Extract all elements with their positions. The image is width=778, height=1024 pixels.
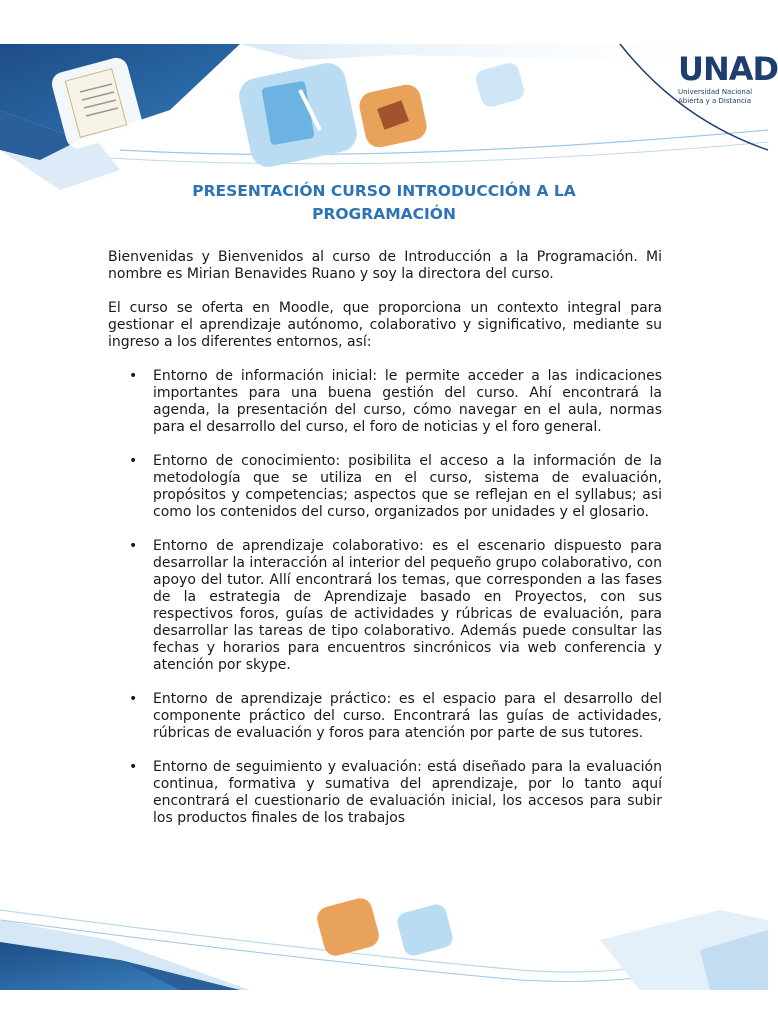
logo-wordmark: UNAD xyxy=(678,50,778,88)
list-item-seguimiento-evaluacion xyxy=(108,759,662,827)
logo-subtitle-line2: Abierta y a Distancia xyxy=(678,97,752,105)
intro-paragraph-2: El curso se oferta en Moodle, que proporciona un contexto integral para gestionar el aprendizaje autónomo, colaborativo y significativo, mediante su ingreso a los diferentes entornos, así: xyxy=(108,300,662,350)
footer-banner xyxy=(0,880,768,1024)
bullet-icon: • xyxy=(129,368,138,384)
document-title xyxy=(108,180,660,226)
header-curve xyxy=(110,142,768,164)
title-line1: PRESENTACIÓN CURSO INTRODUCCIÓN A LA xyxy=(192,182,576,200)
footer-margin xyxy=(0,990,768,1024)
header-curve xyxy=(120,130,768,155)
decorative-tile xyxy=(474,61,526,109)
bullet-icon: • xyxy=(129,453,138,469)
bullet-icon: • xyxy=(129,538,138,554)
list-item-aprendizaje-colaborativo xyxy=(108,538,662,674)
book-icon xyxy=(357,82,429,150)
list-item-text: Entorno de aprendizaje colaborativo: es el escenario dispuesto para desarrollar la interacción al interior del pequeño grupo colaborativo, con apoyo del tutor. Allí encontrará los temas, que corresponden a las fases de la estrategia de Aprendizaje basado en Proyectos, con sus respectivos foros, guías de actividades y rúbricas de evaluación, para desarrollar las tareas de tipo colaborativo. Además puede consultar las fechas y horarios para encuentros sincrónicos via web conferencia y atención por skype. xyxy=(153,538,662,673)
decorative-tile-blue xyxy=(395,902,455,957)
list-item-informacion-inicial xyxy=(108,368,662,436)
bullet-icon: • xyxy=(129,759,138,775)
header-banner xyxy=(0,0,768,200)
unad-logo xyxy=(678,50,778,120)
title-line2: PROGRAMACIÓN xyxy=(312,205,456,223)
document-body xyxy=(108,249,662,827)
decorative-tile-orange xyxy=(314,896,381,959)
list-item-text: Entorno de conocimiento: posibilita el acceso a la información de la metodología que se utiliza en el curso, sistema de evaluación, propósitos y competencias; aspectos que se reflejan en el syllabus; asi como los contenidos del curso, organizados por unidades y el glosario. xyxy=(153,453,662,520)
intro-paragraph-1: Bienvenidas y Bienvenidos al curso de Introducción a la Programación. Mi nombre es Mirian Benavides Ruano y soy la directora del curso. xyxy=(108,249,662,282)
list-item-aprendizaje-practico xyxy=(108,691,662,742)
bullet-icon: • xyxy=(129,691,138,707)
list-item-text: Entorno de aprendizaje práctico: es el espacio para el desarrollo del componente práctico del curso. Encontrará las guías de actividades, rúbricas de evaluación y foros para atención por parte de sus tutores. xyxy=(153,691,662,741)
entornos-list xyxy=(108,368,662,827)
list-item-text: Entorno de seguimiento y evaluación: está diseñado para la evaluación continua, formativa y sumativa del aprendizaje, por lo tanto aquí encontrará el cuestionario de evaluación inicial, los accesos para subir los productos finales de los trabajos xyxy=(153,759,662,826)
list-item-conocimiento xyxy=(108,453,662,521)
logo-subtitle-line1: Universidad Nacional xyxy=(678,88,753,96)
list-item-text: Entorno de información inicial: le permite acceder a las indicaciones importantes para una buena gestión del curso. Ahí encontrará la agenda, la presentación del curso, cómo navegar en el aula, normas para el desarrollo del curso, el foro de noticias y el foro general. xyxy=(153,368,662,435)
